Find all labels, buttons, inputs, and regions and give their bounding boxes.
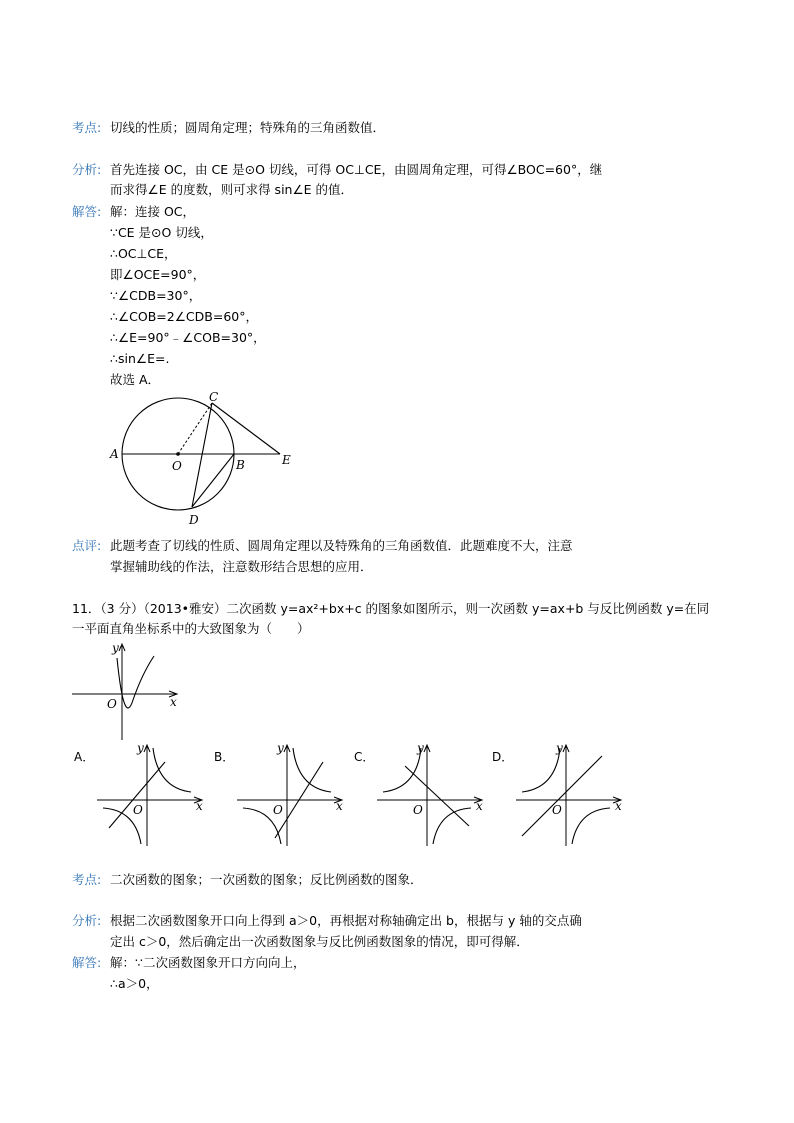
q10-step-5: ∵∠CDB=30°， [110,288,202,303]
parabola-origin-label: O [107,697,117,711]
option-c-y-label: y [417,741,424,755]
q10-step-4: 即∠OCE=90°， [110,267,206,282]
linear-line [405,766,469,826]
label-b: B [236,458,245,472]
q10-fenxi-line-1: 首先连接 OC，由 CE 是⊙O 切线，可得 OC⊥CE，由圆周角定理，可得∠BOC=60°，继 [110,162,603,177]
option-b-x-label: x [336,799,343,813]
center-point-o [176,452,180,456]
option-a-origin-label: O [133,803,143,817]
q11-fenxi-label: 分析: [72,913,102,928]
linear-line [522,756,602,836]
option-b-origin-label: O [273,803,283,817]
q11-fenxi-line-2: 定出 c＞0，然后确定出一次函数图象与反比例函数图象的情况，即可得解． [110,934,529,949]
option-a-label[interactable]: A． [74,750,95,764]
option-b-graph[interactable] [235,740,350,848]
q11-step-2: ∴a＞0， [110,976,159,991]
q11-step-1: 解：∵二次函数图象开口方向向上， [110,955,306,970]
q10-step-7: ∴∠E=90°﹣∠COB=30°， [110,330,266,345]
q10-step-6: ∴∠COB=2∠CDB=60°， [110,309,258,324]
option-c-graph[interactable] [375,740,490,848]
parabola-y-label: y [112,641,119,655]
q10-kaodian-text: 切线的性质；圆周角定理；特殊角的三角函数值． [110,120,386,135]
parabola-x-label: x [170,695,177,709]
option-a-y-label: y [137,741,144,755]
hyperbola-branch [293,748,331,792]
linear-line [109,762,165,828]
label-a: A [110,447,119,461]
option-d-origin-label: O [552,803,562,817]
q10-step-1: 解：连接 OC， [110,204,196,219]
q10-step-3: ∴OC⊥CE， [110,246,177,261]
q10-jieda-label: 解答: [72,204,102,219]
parabola-figure [70,640,185,745]
option-b-label[interactable]: B． [214,750,235,764]
q11-kaodian-text: 二次函数的图象；一次函数的图象；反比例函数的图象． [110,872,423,887]
q11-fenxi-line-1: 根据二次函数图象开口向上得到 a＞0，再根据对称轴确定出 b，根据与 y 轴的交点确 [110,913,582,928]
q11-question-line-1: 11．（3 分）（2013•雅安）二次函数 y=ax²+bx+c 的图象如图所示，则一次函数 y=ax+b 与反比例函数 y=在同 [72,601,710,616]
option-c-x-label: x [476,799,483,813]
q10-fenxi-line-2: 而求得∠E 的度数，则可求得 sin∠E 的值． [110,182,354,197]
label-o: O [172,459,182,473]
option-d-label[interactable]: D． [492,750,514,764]
q10-step-8: ∴sin∠E=. [110,351,170,366]
q10-dianping-line-2: 掌握辅助线的作法，注意数形结合思想的应用． [110,559,373,574]
q10-step-9: 故选 A． [110,372,161,387]
option-b-y-label: y [277,741,284,755]
q10-fenxi-label: 分析: [72,162,102,177]
hyperbola-branch [383,748,421,792]
q11-jieda-label: 解答: [72,955,102,970]
option-d-x-label: x [615,799,622,813]
q10-dianping-label: 点评: [72,538,102,553]
parabola-curve [117,656,154,708]
tangent-ce-line [212,403,280,454]
label-c: C [209,390,219,404]
option-d-graph[interactable] [514,740,629,848]
option-a-graph[interactable] [95,740,210,848]
option-c-origin-label: O [413,803,423,817]
option-a-x-label: x [196,799,203,813]
hyperbola-branch [572,808,610,844]
option-c-label[interactable]: C． [354,750,375,764]
q10-dianping-line-1: 此题考查了切线的性质、圆周角定理以及特殊角的三角函数值．此题难度不大，注意 [110,538,573,553]
label-e: E [282,453,291,467]
q11-question-line-2: 一平面直角坐标系中的大致图象为（ ） [72,621,310,636]
circle-tangent-figure [108,392,308,532]
q11-kaodian-label: 考点: [72,872,102,887]
q10-kaodian-label: 考点: [72,120,102,135]
q10-step-2: ∵CE 是⊙O 切线， [110,225,213,240]
label-d: D [189,513,199,527]
hyperbola-branch [433,808,471,844]
option-d-y-label: y [556,741,563,755]
hyperbola-branch [522,748,560,792]
